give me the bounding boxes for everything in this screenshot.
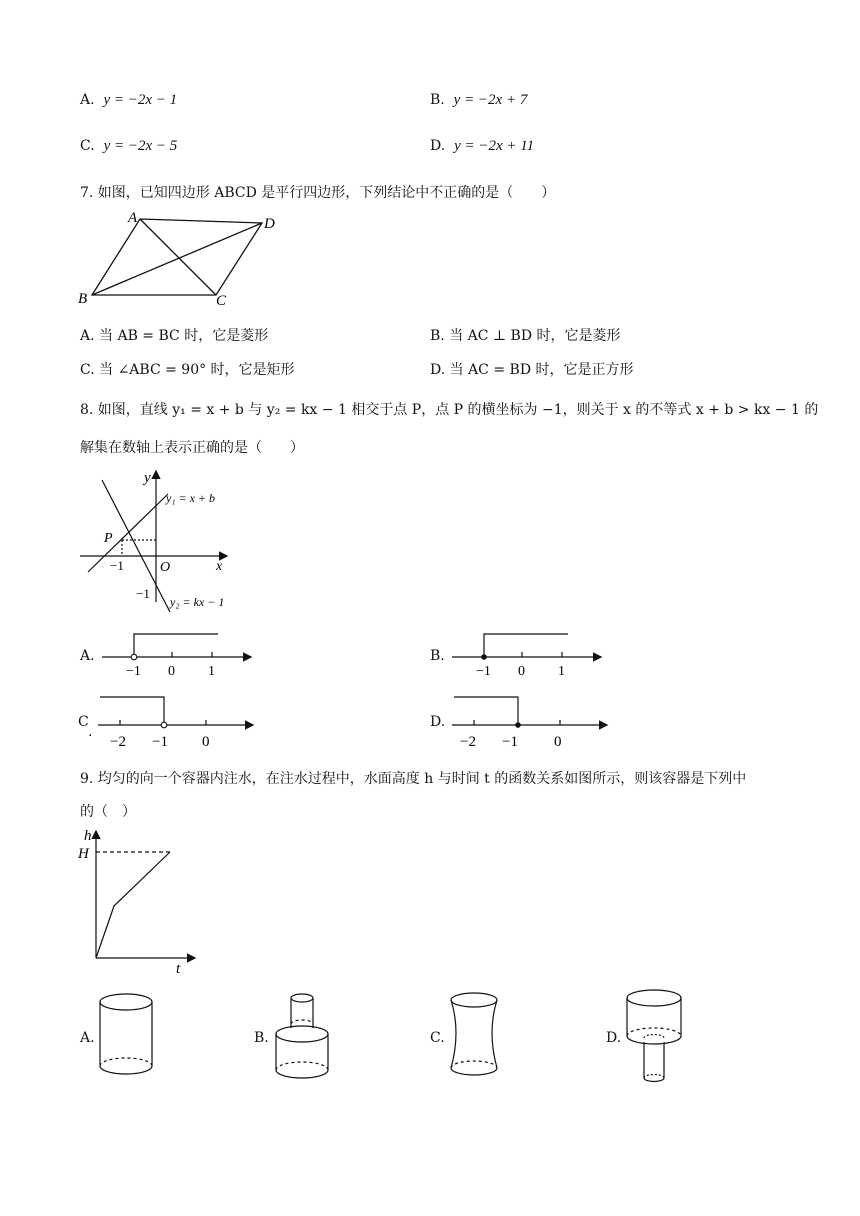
tick-label: 0	[202, 734, 210, 750]
q8-option-c-numberline	[94, 690, 260, 752]
tick-label: −2	[110, 734, 126, 750]
water-height-curve	[96, 852, 170, 958]
q8-option-c-letter: C	[78, 714, 89, 730]
tick-label: −1	[502, 734, 518, 750]
closed-point	[481, 654, 487, 660]
tick-label: −1	[152, 734, 168, 750]
tick-label: 0	[168, 664, 175, 678]
graph-x-label: x	[216, 559, 223, 574]
q9-option-c-hourglass-container	[446, 988, 506, 1080]
q8-option-c-dot: .	[88, 724, 93, 740]
q7-option-b: B. 当 AC ⊥ BD 时，它是菱形	[430, 328, 621, 344]
q8-stem-line1: 8. 如图，直线 y₁ = x + b 与 y₂ = kx − 1 相交于点 P，点 P 的横坐标为 −1，则关于 x 的不等式 x + b > kx − 1 的	[80, 402, 819, 418]
solution-bracket	[454, 697, 518, 725]
open-point	[131, 654, 137, 660]
q6-option-c-expr: y = −2x − 5	[103, 138, 178, 154]
q7-option-a: A. 当 AB = BC 时，它是菱形	[80, 328, 269, 344]
graph-t-label: t	[176, 961, 181, 976]
q6-option-b: B. y = −2x + 7	[430, 92, 528, 108]
graph-line1-label: y₁ = x + b	[166, 491, 216, 505]
q8-option-a-numberline	[98, 628, 258, 678]
graph-max-h-label: H	[78, 846, 89, 862]
q8-option-d-letter: D.	[430, 714, 446, 730]
tick-label: 0	[518, 664, 525, 678]
q9-option-d-letter: D.	[606, 1030, 622, 1046]
graph-h-label: h	[84, 828, 92, 844]
q9-option-d-container	[622, 986, 688, 1086]
q9-option-b-letter: B.	[254, 1030, 269, 1046]
vertex-label-c: C	[216, 293, 227, 309]
vertex-label-d: D	[264, 216, 275, 232]
vertex-label-a: A	[128, 210, 138, 226]
q8-stem-line2: 解集在数轴上表示正确的是（ ）	[80, 440, 304, 456]
graph-origin-label: O	[160, 560, 171, 575]
graph-point-p-label: P	[104, 531, 113, 546]
q8-option-a-letter: A.	[80, 648, 95, 664]
solution-bracket	[484, 634, 568, 657]
vertex-label-b: B	[78, 291, 88, 307]
q7-stem: 7. 如图，已知四边形 ABCD 是平行四边形，下列结论中不正确的是（ ）	[80, 185, 556, 201]
diagonal-bd	[92, 223, 262, 295]
graph-y-label: y	[144, 470, 151, 486]
q7-parallelogram-figure	[74, 208, 284, 310]
graph-tick-neg1-y: −1	[136, 586, 150, 601]
q8-coordinate-graph	[74, 462, 254, 618]
diagonal-ac	[140, 219, 216, 295]
q8-option-b-numberline	[448, 628, 608, 678]
q9-option-a-letter: A.	[80, 1030, 95, 1046]
q6-option-c: C. y = −2x − 5	[80, 138, 178, 154]
tick-label: −1	[126, 664, 141, 678]
tick-label: 1	[208, 664, 215, 678]
tick-label: 0	[554, 734, 562, 750]
open-point	[161, 722, 167, 728]
tick-label: −1	[476, 664, 491, 678]
q6-option-b-expr: y = −2x + 7	[453, 92, 528, 108]
solution-bracket	[100, 697, 164, 725]
q6-option-d: D. y = −2x + 11	[430, 138, 535, 154]
q6-option-a: A. y = −2x − 1	[80, 92, 178, 108]
q6-option-d-expr: y = −2x + 11	[454, 138, 535, 154]
tick-label: 1	[558, 664, 565, 678]
solution-bracket	[134, 634, 218, 657]
q9-height-time-graph	[76, 826, 206, 976]
q6-option-a-expr: y = −2x − 1	[103, 92, 178, 108]
q9-stem-line1: 9. 均匀的向一个容器内注水，在注水过程中，水面高度 h 与时间 t 的函数关系如图所示，则该容器是下列中	[80, 771, 747, 787]
closed-point	[515, 722, 521, 728]
q9-option-a-cylinder	[96, 990, 160, 1080]
graph-line2-label: y₂ = kx − 1	[170, 595, 225, 609]
tick-label: −2	[460, 734, 476, 750]
q9-option-b-container	[272, 990, 336, 1084]
q8-option-b-letter: B.	[430, 648, 445, 664]
q7-option-c: C. 当 ∠ABC = 90° 时，它是矩形	[80, 362, 295, 378]
graph-tick-neg1-x: −1	[110, 558, 124, 573]
q9-option-c-letter: C.	[430, 1030, 445, 1046]
q7-option-d: D. 当 AC = BD 时，它是正方形	[430, 362, 634, 378]
q8-option-d-numberline	[448, 690, 614, 752]
q9-stem-line2: 的（ ）	[80, 804, 136, 820]
